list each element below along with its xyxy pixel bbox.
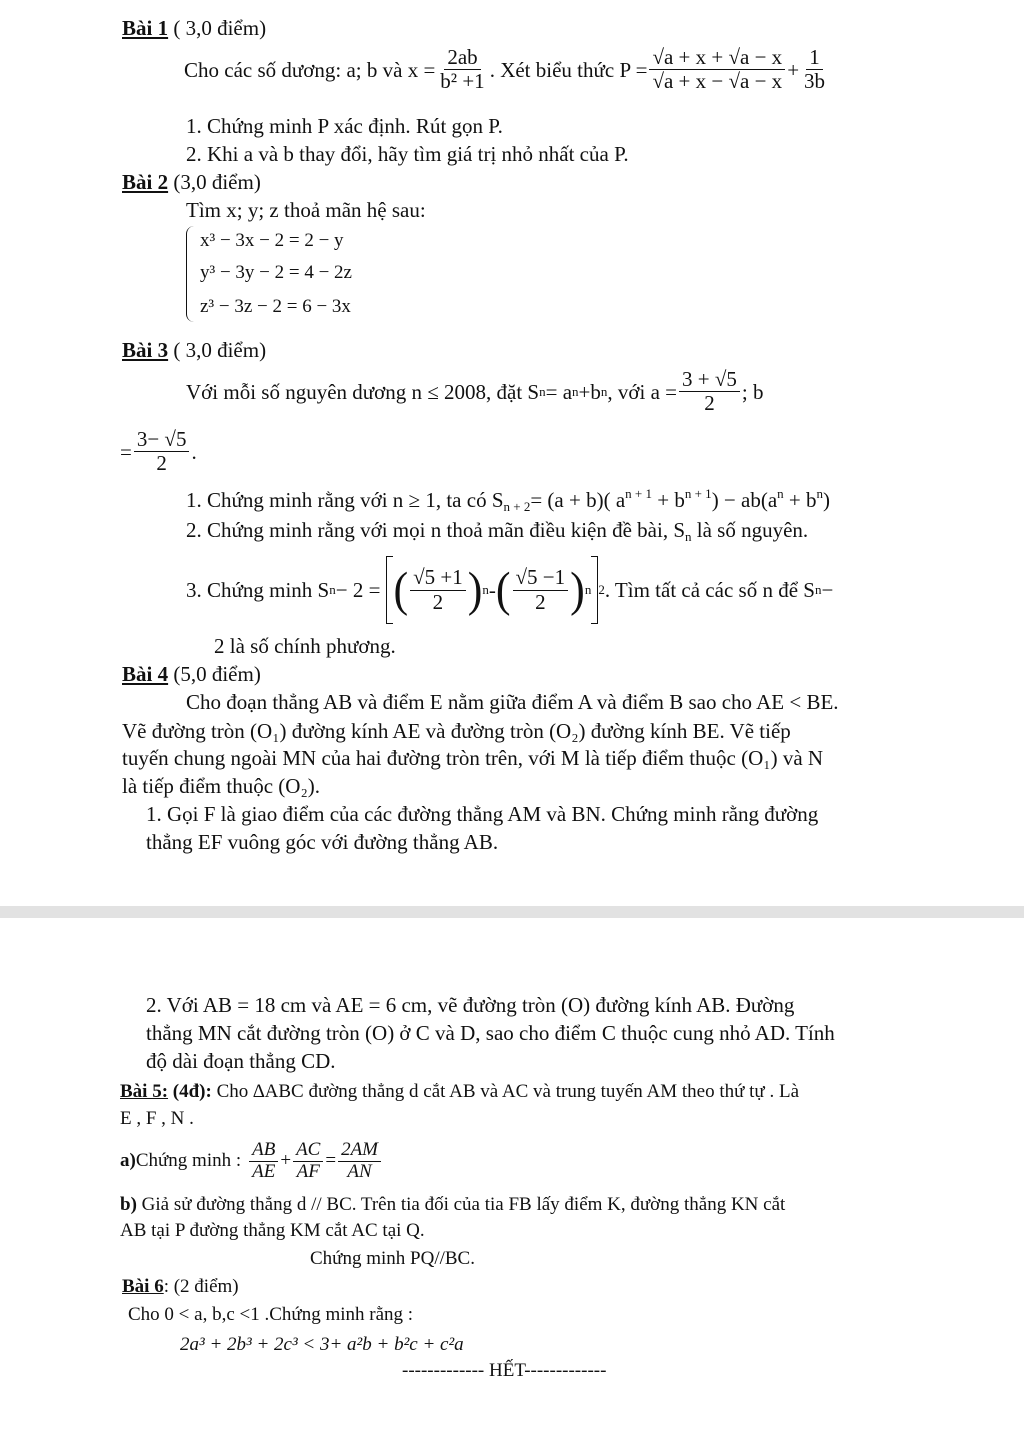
bai3-right-bracket xyxy=(591,556,598,624)
bai2-heading-line xyxy=(122,170,261,194)
bai5-a-label: a) xyxy=(120,1150,136,1172)
bai1-mid: . Xét biểu thức P = xyxy=(489,57,648,82)
bai1-p-num: √a + x + √a − x xyxy=(649,46,785,70)
bai1-x-den: b² +1 xyxy=(440,69,485,94)
bai3-intro2: = a xyxy=(545,379,573,404)
bai3-frac1-den: 2 xyxy=(432,589,444,614)
bai1-heading-line xyxy=(122,16,266,40)
bai3-item3c: . Tìm tất cả các số n để S xyxy=(604,577,815,602)
bai5-f2 xyxy=(293,1140,323,1183)
bai3-item1b: = (a + b)( a xyxy=(530,488,626,512)
bai5-b-line xyxy=(120,1194,785,1216)
bai3-frac2-den: 2 xyxy=(535,589,546,614)
bai1-x-fraction xyxy=(437,46,487,93)
bai3-left-bracket xyxy=(386,556,393,624)
bai5-f3 xyxy=(338,1140,381,1183)
bai3-item3-cont: 2 là số chính phương. xyxy=(214,634,396,658)
bai5-eq: = xyxy=(325,1150,337,1172)
bai1-p-fraction xyxy=(649,46,785,93)
bai5-heading: Bài 5: xyxy=(120,1081,169,1102)
bai3-b-line xyxy=(120,428,197,475)
bai3-score: ( 3,0 điểm) xyxy=(168,338,267,362)
bai3-item1a: 1. Chứng minh rằng với n ≥ 1, ta có S xyxy=(186,488,504,512)
bai3-item2b: là số nguyên. xyxy=(691,518,809,542)
bai3-lparen2: ( xyxy=(495,562,511,617)
bai5-intro2: E , F , N . xyxy=(120,1108,194,1129)
bai4-item1a: 1. Gọi F là giao điểm của các đường thẳng AM và BN. Chứng minh rằng đường xyxy=(146,802,819,826)
bai3-frac2 xyxy=(513,566,569,613)
bai5-a-text: Chứng minh : xyxy=(135,1150,242,1172)
bai5-b-text: Giả sử đường thẳng d // BC. Trên tia đối của tia FB lấy điểm K, đường thẳng KN cắt xyxy=(136,1194,786,1215)
bai3-item3a: 3. Chứng minh S xyxy=(186,577,330,602)
bai3-dot: . xyxy=(191,439,197,464)
bai3-frac2-num: √5 −1 xyxy=(513,566,569,590)
bai5-f3-num: 2AM xyxy=(338,1140,381,1162)
bai3-item3: 3. Chứng minh S n − 2 = ( $\frac{√5 +1}{2}$ ) n - ( $\frac{√5 -1}{2}$ ) n 2 . Tìm tất cả các số n để S n − xyxy=(186,556,833,624)
page-separator xyxy=(0,906,1024,918)
bai5-plus: + xyxy=(280,1150,292,1172)
bai4-item2a: 2. Với AB = 18 cm và AE = 6 cm, vẽ đường tròn (O) đường kính AB. Đường xyxy=(146,993,795,1017)
bai5-heading-line xyxy=(120,1081,799,1103)
bai3-heading: Bài 3 xyxy=(122,338,169,362)
bai2-system-brace xyxy=(186,226,197,322)
bai5-f3-den: AN xyxy=(347,1160,372,1182)
bai5-f1-den: AE xyxy=(252,1160,276,1182)
bai2-intro: Tìm x; y; z thoả mãn hệ sau: xyxy=(186,198,426,222)
bai3-item1d: ) − ab(a xyxy=(711,488,778,512)
bai3-item1: 1. Chứng minh rằng với n ≥ 1, ta có $S_{n + 2}= (a + b)$( $a^{n + 1} + b^{n + 1}) - ab(a^n + b^n)$ xyxy=(186,486,831,514)
bai4-item2b: thẳng MN cắt đường tròn (O) ở C và D, sao cho điểm C thuộc cung nhỏ AD. Tính xyxy=(146,1021,835,1045)
bai6-intro: Cho 0 < a, b,c <1 .Chứng minh rằng : xyxy=(128,1304,414,1325)
bai3-lparen1: ( xyxy=(393,562,409,617)
bai3-b-fraction xyxy=(134,428,190,475)
bai5-f1 xyxy=(249,1140,278,1183)
bai1-item1: 1. Chứng minh P xác định. Rút gọn P. xyxy=(186,114,503,138)
bai3-intro4: , với a = xyxy=(607,379,677,404)
bai3-b-label: ; b xyxy=(741,379,764,404)
bai3-b-num: 3− √5 xyxy=(134,428,190,452)
bai1-x-num: 2ab xyxy=(444,46,480,70)
bai3-item3b: − 2 = xyxy=(335,577,381,602)
bai5-f2-num: AC xyxy=(293,1140,323,1162)
bai3-item1c: + b xyxy=(652,488,685,512)
bai6-heading-line xyxy=(122,1276,239,1298)
bai3-minus: - xyxy=(488,577,496,602)
bai1-plus: + xyxy=(787,57,800,82)
bai4-score: (5,0 điểm) xyxy=(168,662,261,686)
bai4-p2: Vẽ đường tròn (O₁) đường kính AE và đường tròn (O₂) đường kính BE. Vẽ tiếp xyxy=(122,719,791,743)
bai5-f1-num: AB xyxy=(249,1140,278,1162)
bai1-t-den: 3b xyxy=(804,69,826,94)
bai1-expression-line xyxy=(184,46,830,93)
bai4-p1: Cho đoạn thẳng AB và điểm E nằm giữa điểm A và điểm B sao cho AE < BE. xyxy=(186,690,839,714)
bai3-frac1 xyxy=(410,566,466,613)
bai3-rparen2: ) xyxy=(570,562,585,617)
bai4-item2c: độ dài đoạn thẳng CD. xyxy=(146,1049,336,1073)
bai6-score: : (2 điểm) xyxy=(163,1276,239,1297)
bai3-item2: 2. Chứng minh rằng với mọi n thoả mãn điều kiện đề bài, $S_n$ là số nguyên. xyxy=(186,518,809,544)
bai5-b-label: b) xyxy=(120,1194,137,1215)
bai6-inequality: 2a³ + 2b³ + 2c³ < 3+ a²b + b²c + c²a xyxy=(180,1334,464,1355)
bai1-intro: Cho các số dương: a; b và x = xyxy=(184,57,436,82)
bai3-item3d: − xyxy=(821,577,834,602)
bai5-f2-den: AF xyxy=(296,1160,320,1182)
bai1-score: ( 3,0 điểm) xyxy=(168,16,267,40)
bai3-item2a: 2. Chứng minh rằng với mọi n thoả mãn điều kiện đề bài, S xyxy=(186,518,686,542)
bai3-b-den: 2 xyxy=(156,451,167,476)
bai1-t-fraction xyxy=(801,46,828,93)
bai5-a-line xyxy=(120,1140,383,1183)
bai3-frac1-num: √5 +1 xyxy=(410,566,466,590)
bai5-intro: Cho ∆ABC đường thẳng d cắt AB và AC và trung tuyến AM theo thứ tự . Là xyxy=(211,1081,800,1102)
bai3-a-num: 3 + √5 xyxy=(679,368,740,392)
bai3-item1f: ) xyxy=(823,488,831,512)
bai5-b-text2: AB tại P đường thẳng KM cắt AC tại Q. xyxy=(120,1220,425,1241)
bai2-eq3: z³ − 3z − 2 = 6 − 3x xyxy=(200,296,351,317)
bai3-a-fraction xyxy=(679,368,740,415)
bai2-eq1: x³ − 3x − 2 = 2 − y xyxy=(200,230,344,251)
bai2-score: (3,0 điểm) xyxy=(168,170,261,194)
bai3-intro-line: Với mỗi số nguyên dương n ≤ 2008, đặt S n = a n +b n , với a = $\frac{3 + √5}{2}$ ; b xyxy=(186,367,764,416)
bai4-item1b: thẳng EF vuông góc với đường thẳng AB. xyxy=(146,830,499,854)
bai3-a-den: 2 xyxy=(704,391,715,416)
bai1-p-den: √a + x − √a − x xyxy=(652,69,783,94)
bai3-heading-line xyxy=(122,338,266,362)
bai3-eq: = xyxy=(120,439,132,464)
bai4-heading: Bài 4 xyxy=(122,662,169,686)
bai2-heading: Bài 2 xyxy=(122,170,169,194)
bai3-intro: Với mỗi số nguyên dương n ≤ 2008, đặt S xyxy=(186,379,540,404)
end-marker: ------------- HẾT------------- xyxy=(402,1360,607,1381)
bai2-eq2: y³ − 3y − 2 = 4 − 2z xyxy=(200,262,352,283)
bai3-item1e: + b xyxy=(783,488,817,512)
bai4-heading-line xyxy=(122,662,261,686)
bai5-score: (4đ): xyxy=(168,1081,212,1102)
bai4-p3: tuyến chung ngoài MN của hai đường tròn trên, với M là tiếp điểm thuộc (O₁) và N xyxy=(122,746,824,770)
bai3-intro3: +b xyxy=(578,379,601,404)
bai1-heading: Bài 1 xyxy=(122,16,169,40)
bai5-b-text3: Chứng minh PQ//BC. xyxy=(310,1248,475,1269)
bai4-p4: là tiếp điểm thuộc (O₂). xyxy=(122,774,321,798)
bai1-item2: 2. Khi a và b thay đổi, hãy tìm giá trị nhỏ nhất của P. xyxy=(186,142,629,166)
bai1-t-num: 1 xyxy=(806,46,823,70)
bai3-rparen1: ) xyxy=(467,562,483,617)
bai6-heading: Bài 6 xyxy=(122,1276,164,1297)
